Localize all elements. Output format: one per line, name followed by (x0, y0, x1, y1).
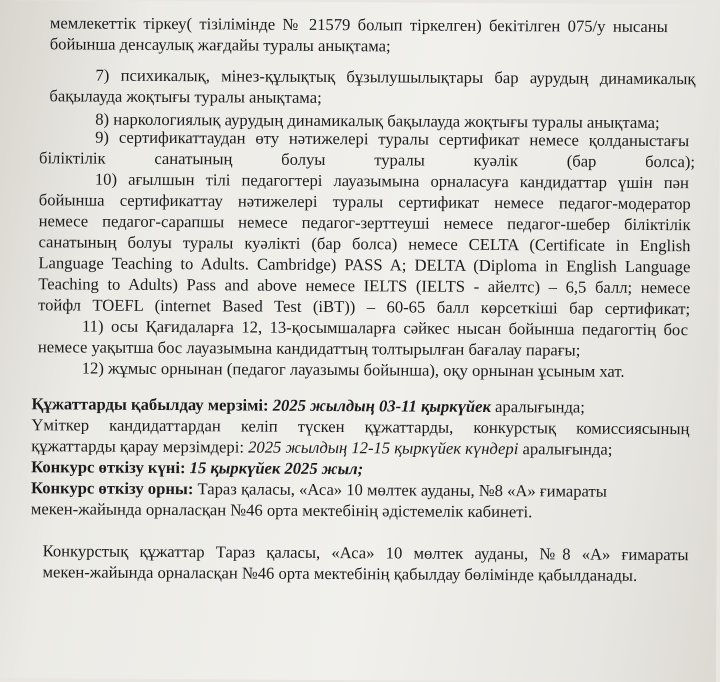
item-11-line-1: 11) осы Қағидаларға 12, 13-қосымшаларға сәйкес нысан бойынша педагогтің бос (81, 316, 689, 340)
deadline-dates: 2025 жылдың 03-11 қыркүйек (272, 395, 491, 417)
item-7-line-1: 7) психикалық, мінез-құлықтық бұзылушылықтары бар аурудың динамикалық (95, 65, 696, 89)
contest-day-label: Конкурс өткізу күні: (31, 457, 186, 478)
item-12-line-1: 12) жұмыс орнынан (педагог лауазымы бойынша), оқу орнынан ұсыным хат. (81, 358, 625, 381)
review-prefix: құжаттарды қарау мерзімдері: (31, 436, 245, 457)
item-9-line-1: 9) сертификаттаудан өту нәтижелері туралы сертификат немесе қолданыстағы (95, 127, 690, 151)
review-line-1: Үміткер кандидаттардан келіп түскен құжаттарды, конкурстық комиссиясының (31, 415, 690, 439)
submission-line-1: Конкурстық құжаттар Тараз қаласы, «Аса» 10 мөлтек ауданы, №8 «А» ғимараты (42, 541, 689, 565)
list-continuation-line-1: мемлекеттік тіркеу( тізілімінде № 21579 болып тіркелген) бекітілген 075/у нысаны (49, 13, 668, 37)
item-10-line-2: бойынша сертификаттау нәтижелері туралы сертификат немесе педагог-модератор (38, 190, 691, 214)
item-10-line-7: тойфл TOEFL (internet Based Test (iBT)) – 60-65 балл көрсеткіші бар сертификат; (38, 295, 691, 319)
item-11-line-2: немесе уақытша бос лауазымына кандидаттың толтырылған бағалау парағы; (37, 337, 581, 360)
item-10-line-3: немесе педагог-сарапшы немесе педагог-зерттеуші немесе педагог-шебер біліктілік (38, 211, 691, 235)
contest-day-date: 15 қыркүйек 2025 жыл; (189, 458, 364, 479)
deadline-suffix: аралығында; (495, 397, 585, 417)
item-10-line-6: Teaching to Adults) Pass and above немесе IELTS (IELTS - айелтс) – 6,5 балл; немесе (38, 274, 691, 298)
item-10-line-4: санатының болуы туралы куәлікті (бар болса) немесе CELTA (Certificate in English (38, 232, 691, 256)
item-10-line-1: 10) ағылшын тілі педагогтері лауазымына орналасуға кандидаттар үшін пән (94, 169, 689, 193)
submission-line-2: мекен-жайында орналасқан №46 орта мектебінің қабылдау бөлімінде қабылданады. (42, 562, 638, 585)
contest-place-line-2: мекен-жайында орналасқан №46 орта мектебінің әдістемелік кабинеті. (30, 499, 533, 522)
list-continuation-line-2: бойынша денсаулық жағдайы туралы анықтама; (49, 34, 391, 56)
contest-place-address: Тараз қаласы, «Аса» 10 мөлтек ауданы, №8 «А» ғимараты (197, 479, 607, 501)
review-dates: 2025 жылдың 12-15 қыркүйек күндері (248, 437, 519, 459)
review-suffix: аралығында; (522, 439, 613, 459)
item-9-line-2: біліктілік санатының болуы туралы куәлік (бар болса); (38, 148, 696, 172)
item-8-line-1: 8) наркологиялық аурудың динамикалық бақылауда жоқтығы туралы анықтама; (95, 109, 660, 133)
contest-place-label: Конкурс өткізу орны: (30, 478, 194, 499)
item-7-line-2: бақылауда жоқтығы туралы анықтама; (49, 86, 322, 107)
item-10-line-5: Language Teaching to Adults. Cambridge) PASS A; DELTA (Diploma in English Language (38, 253, 691, 277)
deadline-label: Құжаттарды қабылдау мерзімі: (31, 394, 269, 415)
